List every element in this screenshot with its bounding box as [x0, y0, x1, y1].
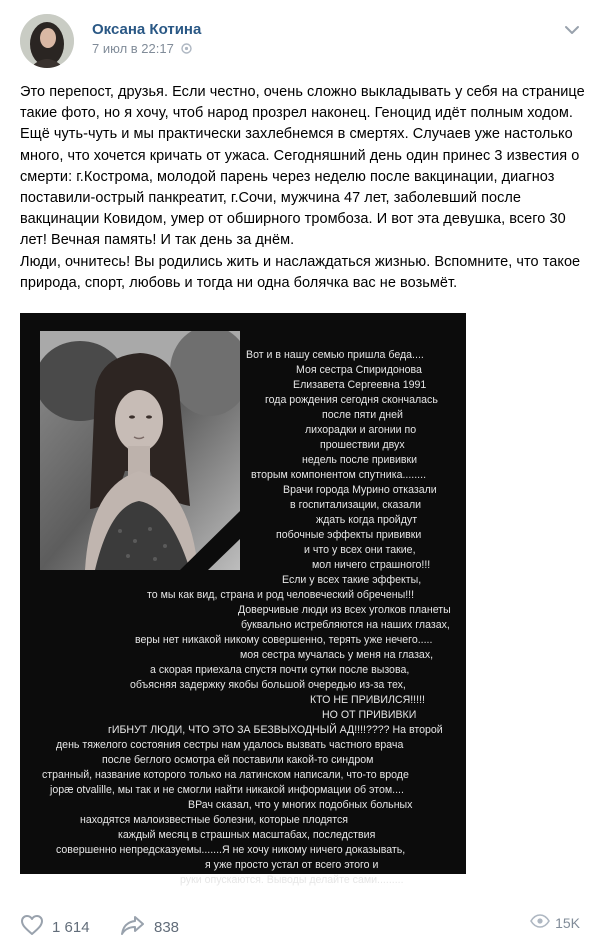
image-caption-line: находятся малоизвестные болезни, которые плодятся	[80, 814, 349, 826]
avatar[interactable]	[20, 14, 74, 68]
image-caption-line: то мы как вид, страна и род человеческий обречены!!!	[147, 589, 415, 601]
post-date[interactable]	[92, 41, 192, 57]
image-caption-block	[20, 313, 466, 886]
share-arrow-icon	[120, 914, 146, 940]
image-caption-line: совершенно непредсказуемы.......Я не хочу никому ничего доказывать,	[56, 844, 406, 856]
like-count: 1 614	[52, 918, 90, 936]
image-caption-line: объясняя задержку якобы большой очередью из-за тех,	[130, 679, 406, 691]
views-count: 15K	[555, 914, 580, 931]
post-paragraph: Люди, очнитесь! Вы родились жить и наслаждаться жизнью. Вспомните, что такое природа, спорт, любовь и тогда ни одна болячка вас не возьмёт.	[20, 253, 585, 291]
more-options-chevron-icon[interactable]	[562, 22, 582, 38]
views-counter	[530, 914, 580, 931]
like-button[interactable]	[20, 914, 90, 940]
post-header	[0, 0, 600, 72]
author-name[interactable]: Оксана Котина	[92, 21, 202, 38]
image-caption-line: лихорадки и агонии по	[305, 424, 417, 436]
image-caption-line: ВРач сказал, что у многих подобных больных	[188, 799, 413, 811]
heart-icon	[20, 914, 44, 940]
image-caption-line: побочные эффекты прививки	[276, 529, 422, 541]
image-caption-line: каждый месяц в страшных масштабах, последствия	[118, 829, 376, 841]
image-caption-line: я уже просто устал от всего этого и	[205, 859, 379, 871]
image-caption-line: НО ОТ ПРИВИВКИ	[322, 709, 417, 721]
image-caption-line: jорæ otvalille, мы так и не смогли найти никакой информации об этом....	[50, 784, 404, 796]
image-caption-line: Если у всех такие эффекты,	[282, 574, 422, 586]
post-date-text: 7 июл в 22:17	[92, 41, 174, 56]
image-caption-line: Моя сестра Спиридонова	[296, 364, 422, 376]
image-caption-line: Доверчивые люди из всех уголков планеты	[238, 604, 451, 616]
image-caption-line: ждать когда пройдут	[316, 514, 418, 526]
image-caption-line: веры нет никакой никому совершенно, терять уже нечего.....	[135, 634, 433, 646]
image-caption-line: моя сестра мучалась у меня на глазах,	[240, 649, 434, 661]
image-caption-line: мол ничего страшного!!!	[312, 559, 431, 571]
eye-icon	[530, 914, 550, 931]
image-caption-line: гИБНУТ ЛЮДИ, ЧТО ЭТО ЗА БЕЗВЫХОДНЫЙ АД!!!!???? На второй	[108, 724, 443, 736]
image-caption-line: Вот и в нашу семью пришла беда....	[246, 349, 424, 361]
post-photo[interactable]	[20, 313, 466, 886]
image-caption-line: КТО НЕ ПРИВИЛСЯ!!!!!	[310, 694, 425, 706]
post-text	[20, 82, 590, 294]
image-caption-line: день тяжелого состояния сестры нам удалось вызвать частного врача	[56, 739, 404, 751]
image-caption-line: вторым компонентом спутника........	[251, 469, 427, 481]
image-caption-line: и что у всех они такие,	[304, 544, 416, 556]
share-button[interactable]	[120, 914, 179, 940]
image-caption-line: а скорая приехала спустя почти сутки после вызова,	[150, 664, 410, 676]
image-caption-line: в госпитализации, сказали	[290, 499, 422, 511]
repost-icon	[181, 42, 192, 57]
image-caption-line: после беглого осмотра ей поставили какой-то синдром	[102, 754, 374, 766]
image-caption-line: прошествии двух	[320, 439, 405, 451]
image-caption-line: года рождения сегодня скончалась	[265, 394, 438, 406]
share-count: 838	[154, 918, 180, 936]
image-caption-line: недель после прививки	[302, 454, 418, 466]
post-paragraph: Это перепост, друзья. Если честно, очень сложно выкладывать у себя на странице такие фото, но я хочу, чтоб народ прозрел наконец. Геноцид идёт полным ходом. Ещё чуть-чуть и мы практически захлебнемся в смертях. Случаев уже настолько много, что хочется кричать от ужаса. Сегодняшний день один принес 3 известия о смерти: г.Кострома, молодой парень через неделю после вакцинации, диагноз поставили-острый панкреатит, г.Сочи, мужчина 47 лет, заболевший после вакцинации Ковидом, умер от обширного тромбоза. И вот эта девушка, всего 30 лет! Вечная память! И так день за днём.	[20, 84, 589, 249]
post-actions	[0, 900, 600, 946]
image-caption-line: Елизавета Сергеевна 1991	[293, 379, 427, 391]
image-caption-line: руки опускаются. Выводы делайте сами.........	[180, 874, 404, 886]
image-caption-line: после пяти дней	[322, 409, 403, 421]
image-caption-line: странный, название которого только на латинском написали, что-то вроде	[42, 769, 409, 781]
image-caption-line: буквально истребляются на наших глазах,	[241, 619, 450, 631]
image-caption-line: Врачи города Мурино отказали	[283, 484, 437, 496]
